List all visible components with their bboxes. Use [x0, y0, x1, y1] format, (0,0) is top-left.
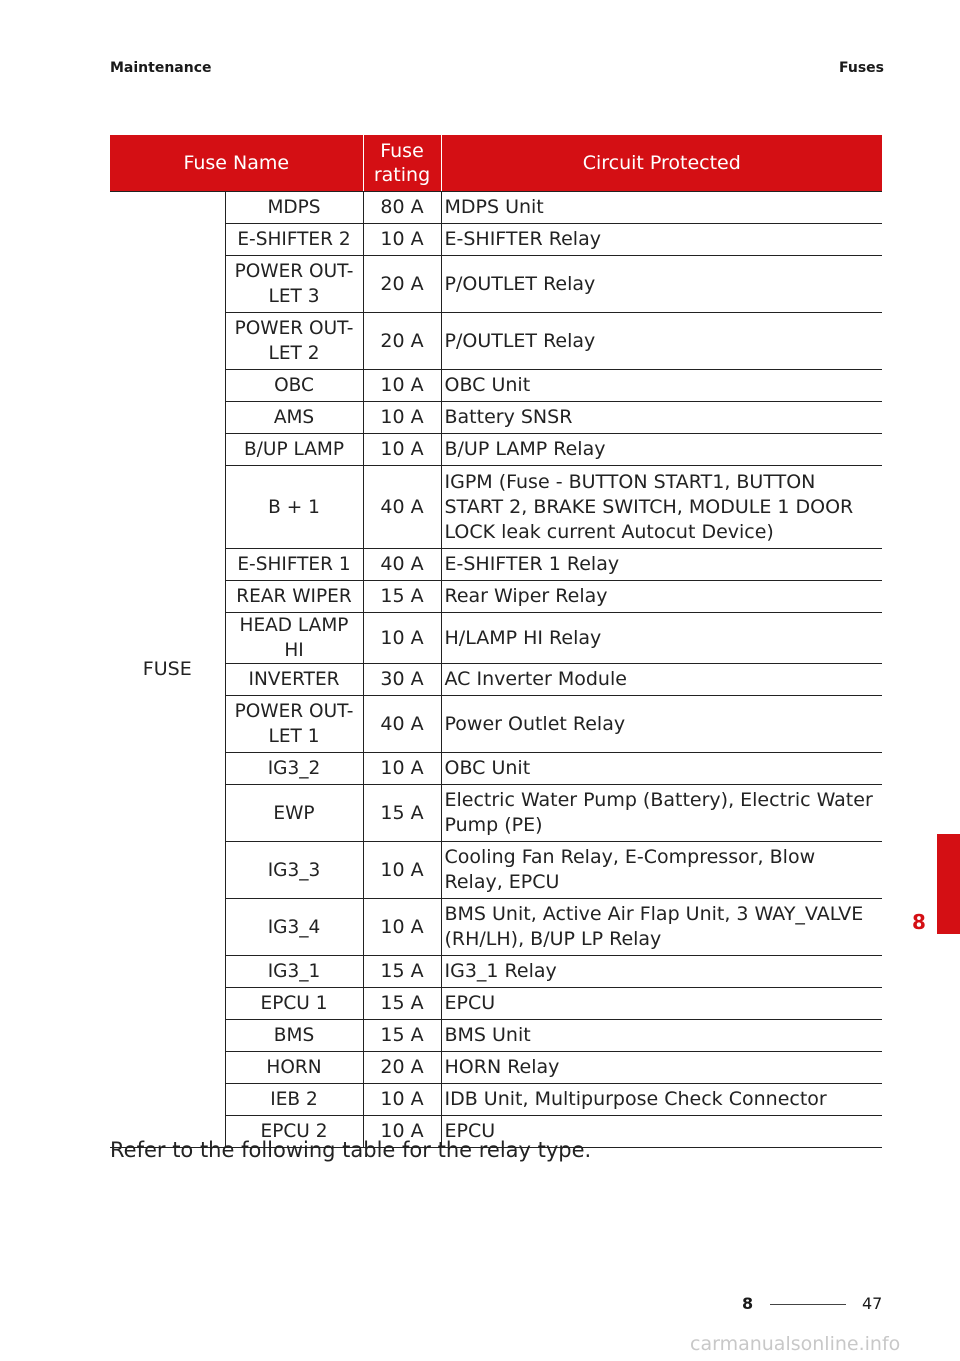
circuit-protected-cell: AC Inverter Module — [441, 664, 882, 696]
table-row — [110, 753, 882, 785]
fuse-rating-cell: 10 A — [363, 842, 441, 899]
circuit-protected-cell: BMS Unit, Active Air Flap Unit, 3 WAY_VALVE (RH/LH), B/UP LP Relay — [441, 899, 882, 956]
footer-chapter-number: 8 — [742, 1294, 754, 1313]
table-row — [110, 1052, 882, 1084]
fuse-name-cell: POWER OUT- LET 1 — [225, 696, 363, 753]
table-row — [110, 842, 882, 899]
fuse-rating-cell: 30 A — [363, 664, 441, 696]
fuse-name-cell: POWER OUT- LET 3 — [225, 256, 363, 313]
fuse-name-cell: HORN — [225, 1052, 363, 1084]
relay-type-note: Refer to the following table for the relay type. — [110, 1138, 592, 1162]
circuit-protected-cell: EPCU — [441, 1116, 882, 1148]
table-row — [110, 696, 882, 753]
fuse-rating-cell: 10 A — [363, 899, 441, 956]
watermark: carmanualsonline.info — [690, 1333, 901, 1355]
table-row — [110, 1084, 882, 1116]
fuse-rating-cell: 10 A — [363, 402, 441, 434]
table-body — [110, 192, 882, 1148]
fuse-rating-cell: 40 A — [363, 466, 441, 549]
circuit-protected-cell: Rear Wiper Relay — [441, 581, 882, 613]
fuse-name-cell: IG3_4 — [225, 899, 363, 956]
table-row — [110, 549, 882, 581]
fuse-rating-cell: 20 A — [363, 313, 441, 370]
table-header-row — [110, 135, 882, 192]
fuse-rating-cell: 15 A — [363, 956, 441, 988]
chapter-tab-number: 8 — [912, 910, 926, 934]
fuse-name-cell: INVERTER — [225, 664, 363, 696]
circuit-protected-cell: OBC Unit — [441, 753, 882, 785]
fuse-rating-cell: 40 A — [363, 696, 441, 753]
fuse-rating-cell: 10 A — [363, 613, 441, 664]
table-row — [110, 664, 882, 696]
table-row — [110, 434, 882, 466]
table-row — [110, 785, 882, 842]
fuse-name-cell: IEB 2 — [225, 1084, 363, 1116]
fuse-rating-cell: 15 A — [363, 988, 441, 1020]
footer-divider — [770, 1304, 846, 1305]
fuse-name-cell: OBC — [225, 370, 363, 402]
circuit-protected-cell: P/OUTLET Relay — [441, 256, 882, 313]
circuit-protected-cell: IGPM (Fuse - BUTTON START1, BUTTON START 2, BRAKE SWITCH, MODULE 1 DOOR LOCK leak current Autocut Device) — [441, 466, 882, 549]
fuse-rating-cell: 10 A — [363, 434, 441, 466]
circuit-protected-cell: EPCU — [441, 988, 882, 1020]
table-row — [110, 1020, 882, 1052]
fuse-name-cell: HEAD LAMP HI — [225, 613, 363, 664]
fuse-name-cell: EWP — [225, 785, 363, 842]
fuse-table — [110, 135, 882, 1148]
fuse-rating-cell: 20 A — [363, 1052, 441, 1084]
table-row — [110, 402, 882, 434]
section-header: Maintenance — [110, 60, 212, 76]
fuse-rating-cell: 20 A — [363, 256, 441, 313]
table-row — [110, 956, 882, 988]
table-row — [110, 466, 882, 549]
fuse-name-cell: AMS — [225, 402, 363, 434]
table-row — [110, 899, 882, 956]
table-row — [110, 370, 882, 402]
fuse-name-cell: B + 1 — [225, 466, 363, 549]
table-row — [110, 581, 882, 613]
topic-header: Fuses — [839, 60, 884, 76]
footer-page-number: 47 — [862, 1294, 883, 1313]
circuit-protected-cell: IG3_1 Relay — [441, 956, 882, 988]
circuit-protected-cell: HORN Relay — [441, 1052, 882, 1084]
circuit-protected-cell: H/LAMP HI Relay — [441, 613, 882, 664]
fuse-rating-cell: 10 A — [363, 370, 441, 402]
column-header-fuse-name: Fuse Name — [110, 135, 363, 192]
fuse-rating-cell: 10 A — [363, 1116, 441, 1148]
circuit-protected-cell: E-SHIFTER 1 Relay — [441, 549, 882, 581]
fuse-name-cell: EPCU 1 — [225, 988, 363, 1020]
table-row — [110, 224, 882, 256]
column-header-circuit-protected: Circuit Protected — [441, 135, 882, 192]
circuit-protected-cell: OBC Unit — [441, 370, 882, 402]
circuit-protected-cell: Power Outlet Relay — [441, 696, 882, 753]
circuit-protected-cell: E-SHIFTER Relay — [441, 224, 882, 256]
fuse-rating-cell: 15 A — [363, 581, 441, 613]
fuse-group-label: FUSE — [110, 192, 225, 1148]
chapter-tab — [937, 834, 960, 934]
table-row — [110, 192, 882, 224]
fuse-rating-cell: 80 A — [363, 192, 441, 224]
fuse-name-cell: MDPS — [225, 192, 363, 224]
table-row — [110, 256, 882, 313]
fuse-rating-cell: 40 A — [363, 549, 441, 581]
fuse-name-cell: IG3_1 — [225, 956, 363, 988]
fuse-rating-cell: 10 A — [363, 224, 441, 256]
fuse-name-cell: POWER OUT- LET 2 — [225, 313, 363, 370]
circuit-protected-cell: Cooling Fan Relay, E-Compressor, Blow Relay, EPCU — [441, 842, 882, 899]
fuse-name-cell: BMS — [225, 1020, 363, 1052]
fuse-name-cell: E-SHIFTER 2 — [225, 224, 363, 256]
table-row — [110, 988, 882, 1020]
circuit-protected-cell: MDPS Unit — [441, 192, 882, 224]
circuit-protected-cell: P/OUTLET Relay — [441, 313, 882, 370]
circuit-protected-cell: B/UP LAMP Relay — [441, 434, 882, 466]
fuse-name-cell: IG3_3 — [225, 842, 363, 899]
circuit-protected-cell: BMS Unit — [441, 1020, 882, 1052]
circuit-protected-cell: Battery SNSR — [441, 402, 882, 434]
fuse-name-cell: IG3_2 — [225, 753, 363, 785]
circuit-protected-cell: IDB Unit, Multipurpose Check Connector — [441, 1084, 882, 1116]
fuse-name-cell: E-SHIFTER 1 — [225, 549, 363, 581]
fuse-name-cell: REAR WIPER — [225, 581, 363, 613]
fuse-name-cell: B/UP LAMP — [225, 434, 363, 466]
fuse-rating-cell: 10 A — [363, 753, 441, 785]
circuit-protected-cell: Electric Water Pump (Battery), Electric Water Pump (PE) — [441, 785, 882, 842]
fuse-rating-cell: 15 A — [363, 785, 441, 842]
fuse-rating-cell: 15 A — [363, 1020, 441, 1052]
table-row — [110, 613, 882, 664]
column-header-fuse-rating: Fuse rating — [363, 135, 441, 192]
fuse-rating-cell: 10 A — [363, 1084, 441, 1116]
fuse-name-cell: EPCU 2 — [225, 1116, 363, 1148]
table-row — [110, 313, 882, 370]
